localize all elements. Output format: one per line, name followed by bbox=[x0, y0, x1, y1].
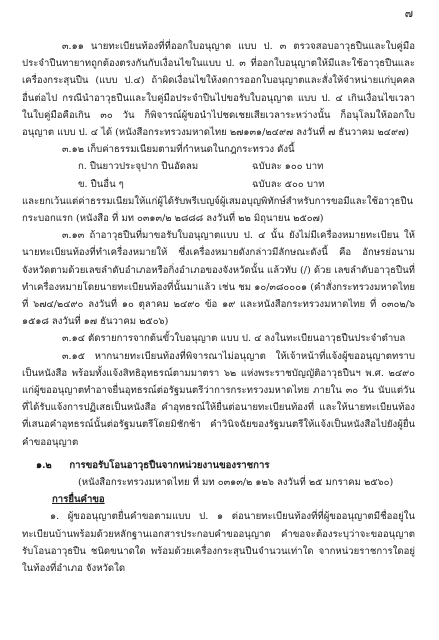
paragraph-3-14: ๓.๑๔ ตัดรายการจากต้นขั้วใบอนุญาต แบบ ป. ๔ ลงในทะเบียนอาวุธปืนประจำตำบล bbox=[62, 333, 406, 345]
fee-list bbox=[78, 158, 415, 192]
section-heading bbox=[22, 457, 415, 474]
section-number: ๑.๒ bbox=[36, 459, 52, 471]
paragraph-3-11: ๓.๑๑ นายทะเบียนท้องที่ที่ออกใบอนุญาต แบบ ป. ๓ ตรวจสอบอาวุธปืนและใบคู่มือประจำปืนทายาทถูกต้องตรงกันกับเงื่อนไขในแบบ ป. ๓ ที่ออกใบอนุญาตให้มีและใช้อาวุธปืนและเครื่องกระสุนปืน (แบบ ป.๔) ถ้าผิดเงื่อนไขให้งดการออกใบอนุญาตและสั่งให้จำหน่ายแก่บุคคลอื่นต่อไป กรณีนำอาวุธปืนและใบคู่มือประจำปืนไปขอรับใบอนุญาต แบบ ป. ๔ เกินเงื่อนไขเวลาในใบคู่มือคือเกิน ๓๐ วัน ก็พิจารณ์ผู้ขอนำไปชดเชยเสียเวลาระหว่างนั้น ก็อนุโลมให้ออกใบอนุญาต แบบ ป. ๔ ได้ (หนังสือกระทรวงมหาดไทย ๒๗๑๓๑/๒๔๙๗ ลงวันที่ ๗ ธันวาคม ๒๔๙๗) bbox=[22, 41, 415, 139]
fee-label: ข. ปืนอื่น ๆ bbox=[78, 178, 124, 190]
fee-amount: ฉบับละ ๕๐๐ บาท bbox=[252, 178, 325, 190]
fee-row bbox=[78, 176, 415, 193]
section-title: การขอรับโอนอาวุธปืนจากหน่วยงานของราชการ bbox=[69, 459, 270, 471]
page-number: ๗ bbox=[404, 7, 413, 20]
fee-label: ก. ปืนยาวประจุปาก ปืนอัดลม bbox=[78, 161, 199, 173]
paragraph-3-12: ๓.๑๒ เก็บค่าธรรมเนียมตามที่กำหนดในกฎกระทรวง ดังนี้ bbox=[62, 144, 295, 156]
fee-amount: ฉบับละ ๑๐๐ บาท bbox=[252, 161, 324, 173]
paragraph-1: ๑. ผู้ขออนุญาตยื่นคำขอตามแบบ ป. ๑ ต่อนายทะเบียนท้องที่ที่ผู้ขออนุญาตมีชื่ออยู่ในทะเบียนบ้านพร้อมด้วยหลักฐานเอกสารประกอบคำขออนุญาต คำขอจะต้องระบุว่าจะขออนุญาตรับโอนอาวุธปืน ชนิดขนาดใด พร้อมด้วยเครื่องกระสุนปืนจำนวนเท่าใด จากหน่วยราชการใดอยู่ในท้องที่อำเภอ จังหวัดใด bbox=[22, 511, 415, 575]
fee-row bbox=[78, 158, 415, 175]
paragraph-3-12-note: และยกเว้นแต่ค่าธรรมเนียมให้แก่ผู้ได้รับพรีเบญจ์ผู้เสมอบุญพิทักษ์สำหรับการขอมีและใช้อาวุธปืนกระบอกแรก (หนังสือ ที่ มท ๐๓๑๓/๒ ๒๘๘๘ ลงวันที่ ๒๒ มิถุนายน ๒๕๐๗) bbox=[22, 195, 414, 225]
paragraph-3-15: ๓.๑๕ หากนายทะเบียนท้องที่พิจารณาไม่อนุญาต ให้เจ้าหน้าที่แจ้งผู้ขออนุญาตทราบเป็นหนังสือ พร้อมทั้งแจ้งสิทธิอุทธรณ์ตามมาตรา ๖๒ แห่งพระราชบัญญัติอาวุธปืนฯ พ.ศ. ๒๔๙๐ แก่ผู้ขออนุญาตทำอาจยื่นอุทธรณ์ต่อรัฐมนตรีว่าการกระทรวงมหาดไทย ภายใน ๓๐ วัน นับแต่วันที่ได้รับแจ้งการปฏิเสธเป็นหนังสือ คำอุทธรณ์ให้ยื่นต่อนายทะเบียนท้องที่ และให้นายทะเบียนท้องที่เสนอคำอุทธรณ์นั้นต่อรัฐมนตรีโดยมิชักช้า คำวินิจฉัยของรัฐมนตรีให้แจ้งเป็นหนังสือไปยังผู้ยื่นคำขออนุญาต bbox=[22, 350, 415, 448]
paragraph-3-13: ๓.๑๓ ถ้าอาวุธปืนที่มาขอรับใบอนุญาตแบบ ป. ๔ นั้น ยังไม่มีเครื่องหมายทะเบียน ให้นายทะเบียนท้องที่ทำเครื่องหมายให้ ซึ่งเครื่องหมายดังกล่าวมีลักษณะดังนี้ คือ อักษรย่อนาม จังหวัดตามด้วยเลขลำดับอำเภอหรือกิ่งอำเภอของจังหวัดนั้น แล้วทับ (/) ด้วย เลขลำดับอาวุธปืนที่ทำเครื่องหมายโดยนายทะเบียนท้องที่นั้นมาแล้ว เช่น ชม ๑๐/๓๘๐๐๐๑ (คำสั่งกระทรวงมหาดไทย ที่ ๖๗๔/๒๔๙๐ ลงวันที่ ๑๐ ตุลาคม ๒๔๙๐ ข้อ ๑๙ และหนังสือกระทรวงมหาดไทย ที่ ๐๓๐๒/๖ ๑๕๑๘ ลงวันที่ ๑๗ ธันวาคม ๒๕๐๖) bbox=[22, 230, 415, 328]
subheading: การยื่นคำขอ bbox=[52, 494, 105, 506]
document-body bbox=[22, 38, 415, 577]
section-reference: (หนังสือกระทรวงมหาดไทย ที่ มท ๐๓๑๓/๒ ๑๒๖ ลงวันที่ ๒๕ มกราคม ๒๕๖๐) bbox=[78, 477, 394, 489]
